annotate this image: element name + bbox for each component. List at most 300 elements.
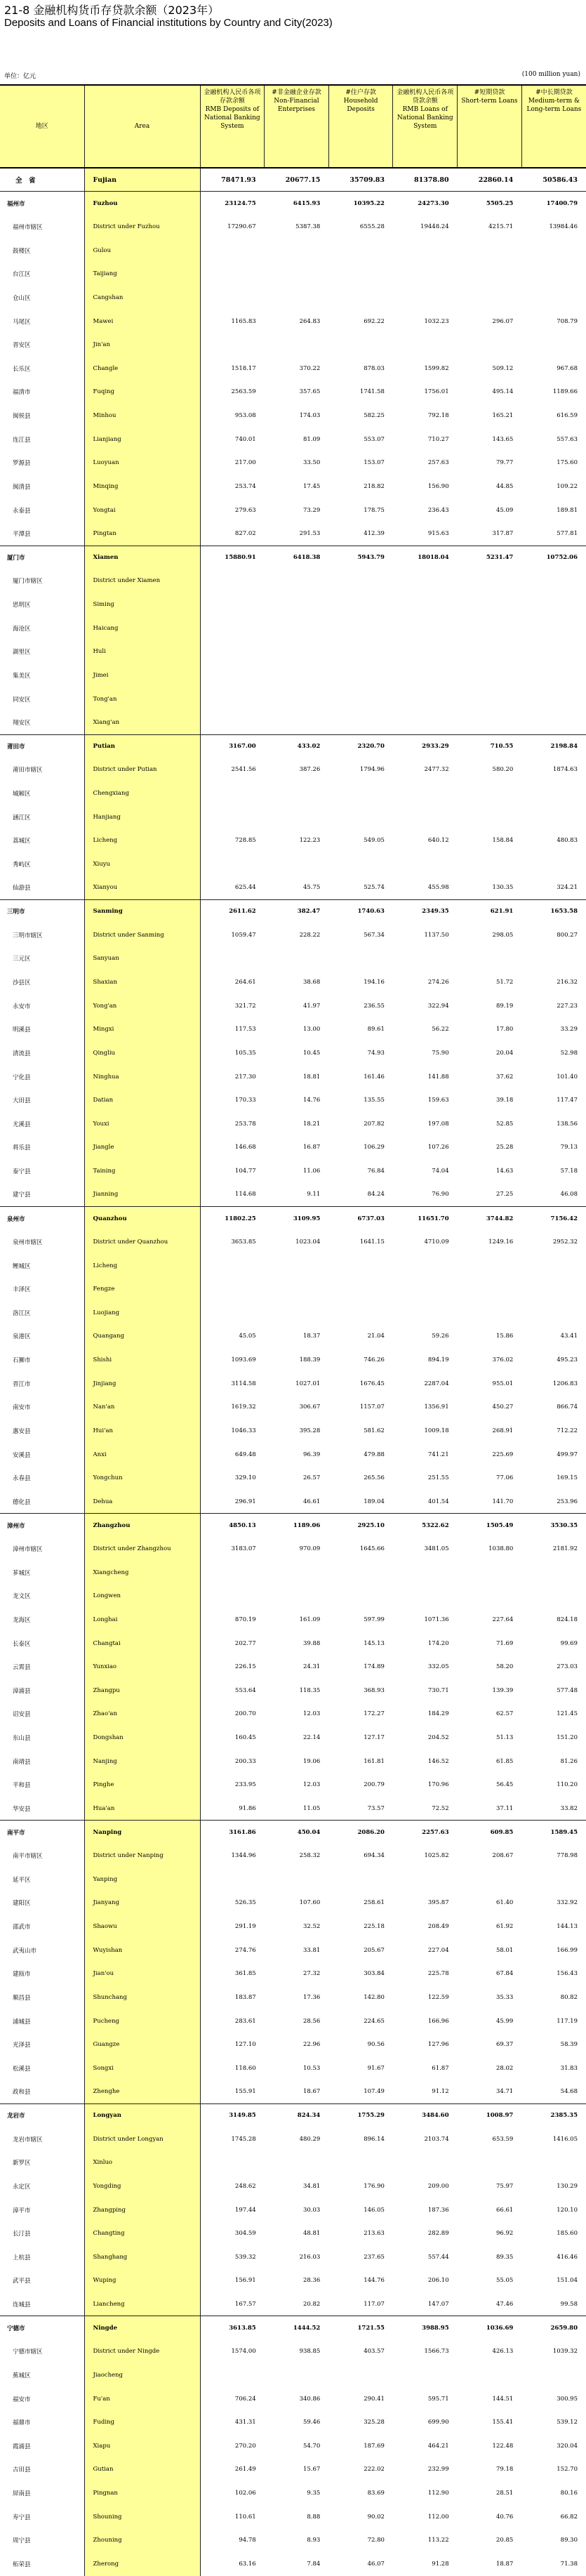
long-term-cell: 33.29	[560, 1026, 578, 1033]
rmb-loans-cell: 208.49	[427, 1923, 449, 1931]
rmb-deposits-cell: 321.72	[234, 1002, 256, 1010]
rmb-deposits-cell: 146.68	[234, 1144, 256, 1151]
rmb-loans-cell: 1566.73	[424, 2348, 449, 2356]
table-row	[0, 1962, 586, 1986]
rmb-deposits-cell	[200, 852, 265, 876]
area-name-zh: 华安县	[13, 1805, 31, 1813]
header-short-term	[458, 85, 522, 168]
long-term-cell	[521, 239, 586, 263]
long-term-cell: 117.47	[557, 1097, 578, 1104]
long-term-cell: 480.83	[557, 837, 578, 845]
household-cell: 878.03	[364, 364, 385, 372]
household-cell	[328, 616, 393, 640]
table-row	[0, 1774, 586, 1797]
area-name-zh: 永泰县	[13, 507, 31, 515]
non-financial-cell	[265, 663, 329, 687]
household-cell: 142.80	[364, 1993, 385, 2001]
household-cell: 225.18	[364, 1923, 385, 1931]
area-name-en: District under Longyan	[84, 2127, 200, 2151]
short-term-cell: 77.06	[495, 1474, 514, 1482]
short-term-cell: 28.51	[495, 2490, 514, 2497]
household-cell: 91.67	[367, 2064, 385, 2072]
area-name-zh: 闽清县	[13, 483, 31, 491]
short-term-cell: 47.46	[495, 2300, 514, 2308]
household-cell: 83.69	[367, 2490, 385, 2497]
rmb-deposits-cell: 253.78	[234, 1120, 256, 1128]
long-term-cell: 967.68	[557, 364, 578, 372]
table-row	[0, 1797, 586, 1821]
rmb-loans-cell: 74.04	[432, 1168, 449, 1175]
area-name-zh: 宁德市	[0, 2316, 84, 2340]
rmb-loans-cell: 3481.05	[424, 1545, 449, 1553]
table-row	[0, 1230, 586, 1254]
rmb-deposits-cell: 78471.93	[200, 168, 265, 192]
table-row	[0, 2340, 586, 2364]
rmb-deposits-cell: 160.45	[234, 1734, 256, 1742]
rmb-loans-cell: 741.21	[427, 1451, 449, 1458]
table-row	[0, 546, 586, 569]
short-term-cell: 653.59	[492, 2135, 514, 2143]
area-name-zh: 翔安区	[13, 719, 31, 727]
household-cell: 525.74	[364, 884, 385, 892]
area-name-zh: 蕉城区	[13, 2372, 31, 2379]
area-name-zh: 鲤城区	[13, 1262, 31, 1270]
rmb-loans-cell: 1009.18	[424, 1427, 449, 1434]
long-term-cell: 616.59	[557, 412, 578, 420]
table-row	[0, 2292, 586, 2316]
area-name-zh: 仙游县	[13, 885, 31, 892]
short-term-cell: 69.37	[495, 2041, 514, 2049]
area-name-zh: 顺昌县	[13, 1994, 31, 2002]
rmb-deposits-cell: 183.87	[234, 1993, 256, 2001]
rmb-loans-cell: 187.36	[427, 2206, 449, 2214]
table-row	[0, 2434, 586, 2458]
household-cell: 368.93	[364, 1686, 385, 1694]
area-name-en: Zhangzhou	[84, 1514, 200, 1538]
area-name-zh: 福清市	[13, 389, 31, 397]
short-term-cell: 15.86	[495, 1333, 514, 1340]
short-term-cell: 268.91	[492, 1427, 514, 1434]
rmb-deposits-cell	[200, 616, 265, 640]
rmb-deposits-cell: 1059.47	[231, 931, 256, 939]
area-name-zh: 延平区	[13, 1876, 31, 1884]
rmb-deposits-cell: 226.15	[234, 1663, 256, 1671]
area-name-zh: 三元区	[13, 956, 31, 963]
area-name-en: Dehua	[84, 1490, 200, 1514]
area-name-en: Haicang	[84, 616, 200, 640]
area-name-en: Datian	[84, 1088, 200, 1112]
short-term-cell	[458, 2151, 522, 2175]
household-cell	[328, 663, 393, 687]
non-financial-cell	[265, 263, 329, 286]
short-term-cell: 495.14	[492, 388, 514, 396]
rmb-loans-cell: 147.07	[427, 2300, 449, 2308]
household-cell: 303.84	[364, 1970, 385, 1978]
long-term-cell: 144.13	[557, 1923, 578, 1931]
long-term-cell	[521, 663, 586, 687]
rmb-deposits-cell	[200, 1277, 265, 1301]
rmb-loans-cell	[393, 263, 458, 286]
rmb-deposits-cell	[200, 286, 265, 310]
short-term-cell: 122.48	[492, 2442, 514, 2450]
rmb-loans-cell: 464.21	[427, 2442, 449, 2450]
household-cell: 5943.79	[328, 546, 393, 569]
table-row	[0, 357, 586, 381]
rmb-loans-cell: 122.59	[427, 1993, 449, 2001]
rmb-loans-cell: 141.88	[427, 1073, 449, 1081]
area-name-en: Xiamen	[84, 546, 200, 569]
non-financial-cell: 24.31	[302, 1663, 321, 1671]
household-cell	[328, 947, 393, 971]
area-name-zh: 沙县区	[13, 979, 31, 987]
area-name-en: Nan'an	[84, 1396, 200, 1420]
rmb-deposits-cell	[200, 1585, 265, 1609]
non-financial-cell	[265, 286, 329, 310]
long-term-cell	[521, 333, 586, 357]
non-financial-cell: 15.67	[302, 2466, 321, 2473]
table-row	[0, 310, 586, 333]
table-row	[0, 451, 586, 475]
household-cell: 325.28	[364, 2419, 385, 2426]
short-term-cell: 25.28	[495, 1144, 514, 1151]
non-financial-cell: 824.34	[265, 2103, 329, 2127]
rmb-deposits-cell	[200, 640, 265, 664]
area-name-zh: 三明市辖区	[13, 932, 43, 939]
household-cell	[328, 1301, 393, 1325]
table-row	[0, 994, 586, 1018]
long-term-cell: 117.19	[557, 2017, 578, 2025]
rmb-loans-cell: 91.28	[432, 2560, 449, 2568]
area-name-en: Xianyou	[84, 876, 200, 900]
long-term-cell: 557.63	[557, 435, 578, 443]
household-cell: 692.22	[364, 317, 385, 325]
header-area-zh: 地区	[0, 85, 84, 168]
household-cell: 174.89	[364, 1663, 385, 1671]
area-name-zh: 将乐县	[13, 1144, 31, 1152]
non-financial-cell: 1189.06	[265, 1514, 329, 1538]
short-term-cell	[458, 663, 522, 687]
table-row	[0, 947, 586, 971]
area-name-zh: 屏南县	[13, 2490, 31, 2498]
non-financial-cell: 12.03	[302, 1710, 321, 1718]
area-name-zh: 泉州市辖区	[13, 1239, 43, 1246]
area-name-en: Zhao'an	[84, 1703, 200, 1726]
long-term-cell: 712.22	[557, 1427, 578, 1434]
rmb-deposits-cell: 3183.07	[231, 1545, 256, 1553]
header-zh: #住户存款	[345, 89, 376, 96]
non-financial-cell: 19.06	[302, 1757, 321, 1765]
short-term-cell	[458, 1277, 522, 1301]
non-financial-cell: 174.03	[299, 412, 321, 420]
table-row	[0, 2387, 586, 2411]
long-term-cell: 499.97	[557, 1451, 578, 1458]
area-name-zh: 闽侯县	[13, 413, 31, 421]
long-term-cell: 824.18	[557, 1616, 578, 1623]
non-financial-cell	[265, 239, 329, 263]
short-term-cell	[458, 1254, 522, 1278]
rmb-loans-cell: 81378.80	[393, 168, 458, 192]
rmb-loans-cell: 3484.60	[393, 2103, 458, 2127]
table-row	[0, 1868, 586, 1891]
short-term-cell: 66.61	[495, 2206, 514, 2214]
non-financial-cell: 46.61	[302, 1498, 321, 1505]
long-term-cell	[521, 1561, 586, 1585]
table-row	[0, 569, 586, 593]
household-cell	[328, 286, 393, 310]
rmb-loans-cell: 56.22	[432, 1026, 449, 1033]
rmb-loans-cell: 395.87	[427, 1899, 449, 1907]
short-term-cell: 71.69	[495, 1639, 514, 1647]
long-term-cell: 2385.35	[521, 2103, 586, 2127]
short-term-cell: 79.18	[495, 2466, 514, 2473]
table-row	[0, 1277, 586, 1301]
household-cell: 46.07	[367, 2560, 385, 2568]
long-term-cell: 169.15	[557, 1474, 578, 1482]
header-zh: 金融机构人民币各项存款余额	[204, 89, 261, 105]
rmb-loans-cell: 2933.29	[393, 734, 458, 758]
household-cell: 176.90	[364, 2182, 385, 2190]
area-name-zh: 集美区	[13, 672, 31, 680]
rmb-loans-cell: 127.96	[427, 2041, 449, 2049]
non-financial-cell: 357.65	[299, 388, 321, 396]
title-zh: 21-8 金融机构货币存贷款余额（2023年）	[4, 4, 220, 17]
area-name-en: Changting	[84, 2221, 200, 2245]
area-name-en: Longwen	[84, 1585, 200, 1609]
area-name-en: Fuqing	[84, 381, 200, 404]
long-term-cell: 138.56	[557, 1120, 578, 1128]
area-name-en: Jiaocheng	[84, 2363, 200, 2387]
long-term-cell: 66.82	[560, 2513, 578, 2521]
short-term-cell: 1038.80	[488, 1545, 514, 1553]
household-cell: 237.65	[364, 2253, 385, 2261]
rmb-deposits-cell: 102.06	[234, 2490, 256, 2497]
area-name-en: Guangze	[84, 2033, 200, 2056]
non-financial-cell	[265, 852, 329, 876]
short-term-cell: 61.92	[495, 1923, 514, 1931]
area-name-en: Hanjiang	[84, 805, 200, 829]
rmb-loans-cell	[393, 286, 458, 310]
rmb-loans-cell	[393, 1561, 458, 1585]
long-term-cell: 577.48	[557, 1686, 578, 1694]
table-row	[0, 2009, 586, 2033]
area-name-zh: 南安市	[13, 1404, 31, 1412]
rmb-loans-cell: 18018.04	[393, 546, 458, 569]
short-term-cell: 45.09	[495, 506, 514, 514]
short-term-cell: 44.85	[495, 482, 514, 490]
header-rmb-loans	[393, 85, 458, 168]
rmb-deposits-cell: 3161.86	[200, 1821, 265, 1844]
short-term-cell: 37.11	[495, 1804, 514, 1812]
area-name-en: District under Nanping	[84, 1844, 200, 1868]
table-row	[0, 1915, 586, 1938]
long-term-cell: 577.81	[557, 529, 578, 537]
area-name-en: Chengxiang	[84, 781, 200, 805]
household-cell: 144.76	[364, 2277, 385, 2285]
rmb-deposits-cell: 3114.58	[231, 1380, 256, 1387]
household-cell: 89.61	[367, 1026, 385, 1033]
area-name-en: Shanghang	[84, 2245, 200, 2269]
household-cell: 1157.07	[359, 1403, 385, 1411]
table-row	[0, 2174, 586, 2198]
rmb-deposits-cell: 17290.67	[227, 223, 256, 231]
rmb-loans-cell: 710.27	[427, 435, 449, 443]
rmb-deposits-cell: 279.63	[234, 506, 256, 514]
household-cell: 290.41	[364, 2395, 385, 2403]
long-term-cell: 17400.79	[521, 192, 586, 216]
short-term-cell: 139.39	[492, 1686, 514, 1694]
long-term-cell: 778.98	[557, 1852, 578, 1860]
long-term-cell: 31.83	[560, 2064, 578, 2072]
short-term-cell: 710.55	[458, 734, 522, 758]
household-cell: 207.82	[364, 1120, 385, 1128]
non-financial-cell: 81.09	[302, 435, 321, 443]
area-name-en: District under Quanzhou	[84, 1230, 200, 1254]
long-term-cell: 253.96	[557, 1498, 578, 1505]
household-cell: 146.05	[364, 2206, 385, 2214]
non-financial-cell: 10.53	[302, 2064, 321, 2072]
area-name-zh: 秀屿区	[13, 861, 31, 868]
area-name-en: Fuding	[84, 2410, 200, 2434]
area-name-en: Jian'ou	[84, 1962, 200, 1986]
household-cell: 1794.96	[359, 766, 385, 774]
non-financial-cell: 14.76	[302, 1097, 321, 1104]
area-name-en: Siming	[84, 593, 200, 616]
short-term-cell: 40.76	[495, 2513, 514, 2521]
rmb-loans-cell: 455.98	[427, 884, 449, 892]
household-cell: 10395.22	[328, 192, 393, 216]
area-name-zh: 泉州市	[0, 1207, 84, 1231]
short-term-cell: 67.84	[495, 1970, 514, 1978]
rmb-loans-cell	[393, 2363, 458, 2387]
table-row	[0, 2505, 586, 2529]
rmb-loans-cell: 166.96	[427, 2017, 449, 2025]
table-row	[0, 1679, 586, 1703]
rmb-loans-cell: 322.94	[427, 1002, 449, 1010]
rmb-deposits-cell: 217.00	[234, 459, 256, 467]
long-term-cell	[521, 593, 586, 616]
table-row	[0, 381, 586, 404]
non-financial-cell: 11.05	[302, 1804, 321, 1812]
table-row	[0, 805, 586, 829]
short-term-cell: 609.85	[458, 1821, 522, 1844]
non-financial-cell: 264.83	[299, 317, 321, 325]
long-term-cell	[521, 1254, 586, 1278]
area-name-zh: 湖里区	[13, 649, 31, 656]
rmb-deposits-cell	[200, 1868, 265, 1891]
household-cell	[328, 852, 393, 876]
short-term-cell: 141.70	[492, 1498, 514, 1505]
area-name-zh: 上杭县	[13, 2254, 31, 2261]
table-row	[0, 1348, 586, 1372]
table-row	[0, 1986, 586, 2009]
non-financial-cell	[265, 687, 329, 711]
area-name-en: Quangang	[84, 1325, 200, 1349]
table-row	[0, 1608, 586, 1632]
area-name-en: Mingxi	[84, 1018, 200, 1042]
area-name-en: Fujian	[84, 168, 200, 192]
non-financial-cell: 370.22	[299, 364, 321, 372]
area-name-zh: 全 省	[0, 168, 84, 192]
rmb-loans-cell: 76.90	[432, 1191, 449, 1198]
non-financial-cell	[265, 593, 329, 616]
non-financial-cell: 18.21	[302, 1120, 321, 1128]
non-financial-cell	[265, 1561, 329, 1585]
long-term-cell: 1189.66	[552, 388, 578, 396]
area-name-en: Longhai	[84, 1608, 200, 1632]
non-financial-cell	[265, 616, 329, 640]
rmb-deposits-cell: 625.44	[234, 884, 256, 892]
area-name-zh: 新罗区	[13, 2160, 31, 2167]
rmb-deposits-cell: 104.77	[234, 1168, 256, 1175]
short-term-cell: 17.80	[495, 1026, 514, 1033]
rmb-deposits-cell	[200, 2151, 265, 2175]
short-term-cell: 62.57	[495, 1710, 514, 1718]
household-cell: 2086.20	[328, 1821, 393, 1844]
non-financial-cell: 45.75	[302, 884, 321, 892]
area-name-zh: 荔城区	[13, 838, 31, 845]
header-en: Medium-term & Long-term Loans	[526, 98, 582, 113]
rmb-deposits-cell: 2563.59	[231, 388, 256, 396]
non-financial-cell: 9.35	[307, 2490, 321, 2497]
non-financial-cell: 30.03	[302, 2206, 321, 2214]
header-zh: #中长期贷款	[535, 89, 573, 96]
area-name-en: Xiang'an	[84, 711, 200, 734]
area-name-zh: 霞浦县	[13, 2443, 31, 2450]
non-financial-cell: 118.35	[299, 1686, 321, 1694]
rmb-loans-cell: 894.19	[427, 1356, 449, 1364]
rmb-deposits-cell: 827.02	[234, 529, 256, 537]
short-term-cell: 79.77	[495, 459, 514, 467]
area-name-en: Yongtai	[84, 498, 200, 522]
household-cell: 581.62	[364, 1427, 385, 1434]
area-name-en: Zhouning	[84, 2529, 200, 2553]
table-row	[0, 498, 586, 522]
area-name-en: Luoyuan	[84, 451, 200, 475]
non-financial-cell: 122.23	[299, 837, 321, 845]
table-row	[0, 2198, 586, 2222]
short-term-cell: 621.91	[458, 899, 522, 923]
area-name-en: Luojiang	[84, 1301, 200, 1325]
rmb-deposits-cell: 3167.00	[200, 734, 265, 758]
short-term-cell: 3744.82	[458, 1207, 522, 1231]
rmb-loans-cell: 557.44	[427, 2253, 449, 2261]
household-cell: 194.16	[364, 979, 385, 986]
header-row	[0, 85, 586, 168]
non-financial-cell: 433.02	[265, 734, 329, 758]
household-cell: 205.67	[364, 1946, 385, 1954]
rmb-deposits-cell: 200.33	[234, 1757, 256, 1765]
rmb-deposits-cell: 274.76	[234, 1946, 256, 1954]
non-financial-cell: 450.04	[265, 1821, 329, 1844]
long-term-cell: 152.70	[557, 2466, 578, 2473]
short-term-cell: 27.25	[495, 1191, 514, 1198]
area-name-en: Lianjiang	[84, 428, 200, 451]
rmb-deposits-cell: 1518.17	[231, 364, 256, 372]
area-name-en: Ningde	[84, 2316, 200, 2340]
table-row	[0, 711, 586, 734]
table-row	[0, 2481, 586, 2505]
long-term-cell	[521, 852, 586, 876]
rmb-deposits-cell: 91.86	[239, 1804, 256, 1812]
rmb-deposits-cell: 45.05	[239, 1333, 256, 1340]
rmb-deposits-cell	[200, 569, 265, 593]
non-financial-cell: 6418.38	[265, 546, 329, 569]
rmb-loans-cell	[393, 239, 458, 263]
household-cell: 224.65	[364, 2017, 385, 2025]
area-name-zh: 石狮市	[13, 1357, 31, 1365]
non-financial-cell: 22.96	[302, 2041, 321, 2049]
long-term-cell	[521, 1301, 586, 1325]
